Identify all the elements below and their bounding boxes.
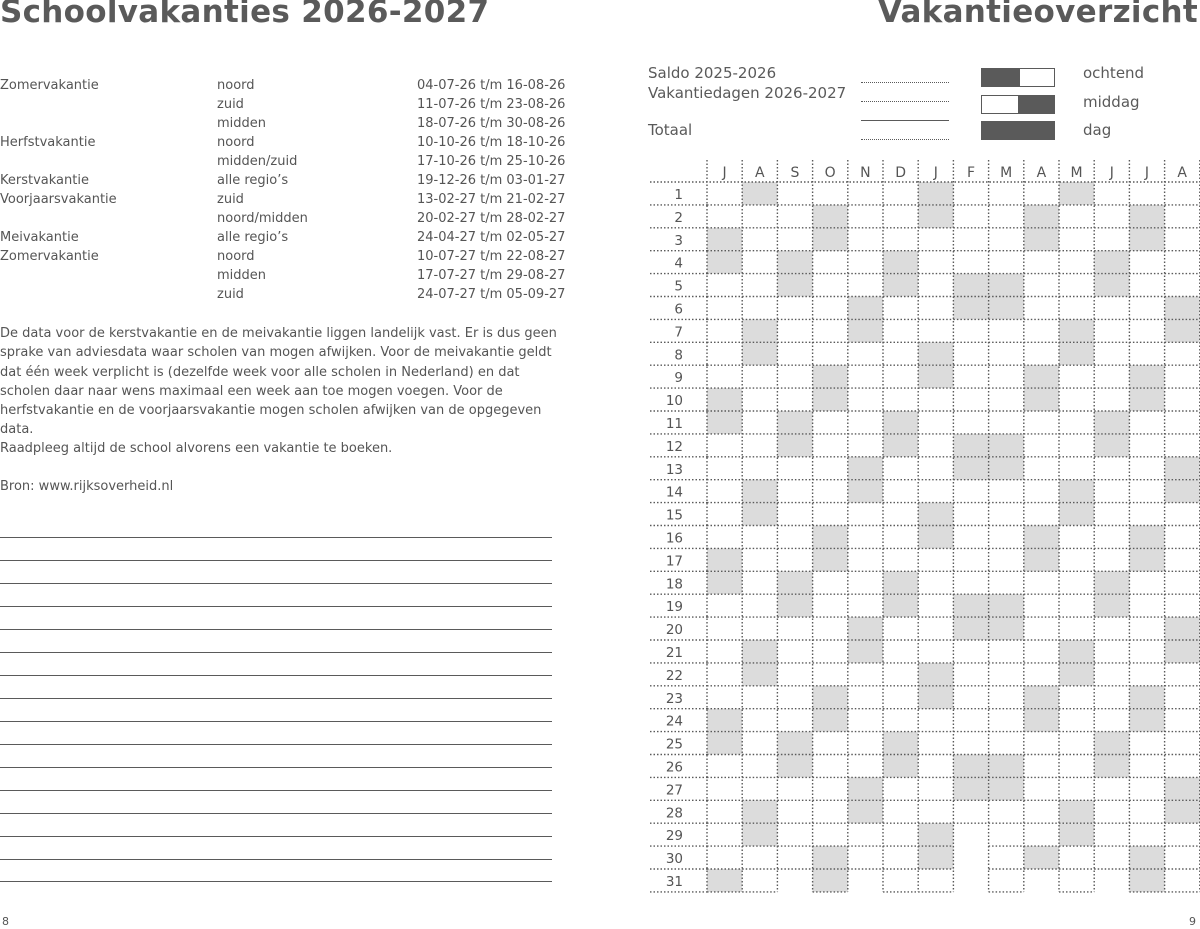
weekend-cell (707, 411, 742, 434)
vacation-region: noord (217, 135, 255, 150)
weekend-cell (707, 548, 742, 571)
weekend-cell (1024, 709, 1059, 732)
weekend-cell (848, 777, 883, 800)
day-number: 8 (674, 347, 683, 364)
weekend-cell (1129, 869, 1164, 892)
weekend-cell (1024, 228, 1059, 251)
weekend-cell (777, 594, 812, 617)
month-header: J (933, 165, 938, 181)
title-schoolvakanties: Schoolvakanties 2026-2027 (0, 0, 490, 30)
weekend-cell (953, 274, 988, 297)
weekend-cell (953, 297, 988, 320)
weekend-cell (1024, 846, 1059, 869)
weekend-cell (989, 457, 1024, 480)
day-number: 9 (674, 370, 683, 387)
vacation-region: noord (217, 249, 255, 264)
vacation-dates: 11-07-26 t/m 23-08-26 (417, 97, 566, 112)
legend-day-label: dag (1083, 121, 1112, 139)
weekend-cell (813, 365, 848, 388)
day-number: 14 (665, 484, 683, 501)
weekend-cell (1129, 548, 1164, 571)
weekend-cell (742, 823, 777, 846)
weekend-cell (883, 251, 918, 274)
day-number: 20 (665, 622, 683, 639)
vacation-region: zuid (217, 287, 244, 302)
month-header: M (1000, 165, 1013, 181)
weekend-cell (777, 755, 812, 778)
weekend-cell (707, 228, 742, 251)
day-number: 19 (665, 599, 683, 616)
day-number: 17 (665, 553, 683, 570)
legend-afternoon-label: middag (1083, 93, 1140, 111)
weekend-cell (918, 663, 953, 686)
weekend-cell (989, 434, 1024, 457)
weekend-cell (707, 251, 742, 274)
weekend-cell (1059, 663, 1094, 686)
vacation-region: zuid (217, 192, 244, 207)
vacation-dates: 24-07-27 t/m 05-09-27 (417, 287, 566, 302)
weekend-cell (1165, 297, 1200, 320)
weekend-cell (742, 480, 777, 503)
month-header: D (895, 165, 906, 181)
legend-morning-label: ochtend (1083, 64, 1145, 82)
vacation-name: Kerstvakantie (0, 173, 89, 188)
weekend-cell (848, 297, 883, 320)
source-reference: Bron: www.rijksoverheid.nl (0, 479, 174, 494)
weekend-cell (918, 686, 953, 709)
weekend-cell (813, 686, 848, 709)
weekend-cell (918, 182, 953, 205)
day-number: 13 (665, 461, 683, 478)
weekend-cell (848, 617, 883, 640)
vacation-dates: 04-07-26 t/m 16-08-26 (417, 78, 566, 93)
day-number: 6 (674, 301, 683, 318)
vacation-region: midden (217, 116, 267, 131)
weekend-cell (1059, 800, 1094, 823)
weekend-cell (953, 434, 988, 457)
vacation-name: Meivakantie (0, 230, 79, 245)
weekend-cell (1129, 365, 1164, 388)
day-number: 30 (665, 851, 683, 868)
weekend-cell (777, 274, 812, 297)
weekend-cell (742, 182, 777, 205)
weekend-cell (1024, 365, 1059, 388)
day-number: 21 (665, 645, 683, 661)
vacation-region: midden (217, 268, 267, 283)
day-number: 22 (665, 667, 683, 684)
weekend-cell (918, 823, 953, 846)
vacation-region: zuid (217, 97, 244, 112)
weekend-cell (777, 434, 812, 457)
day-number: 28 (665, 805, 683, 822)
weekend-cell (742, 503, 777, 526)
weekend-cell (1094, 732, 1129, 755)
weekend-cell (1165, 319, 1200, 342)
day-number: 5 (674, 278, 683, 295)
weekend-cell (918, 526, 953, 549)
weekend-cell (742, 800, 777, 823)
weekend-cell (918, 205, 953, 228)
weekend-cell (883, 594, 918, 617)
weekend-cell (813, 846, 848, 869)
weekend-cell (953, 457, 988, 480)
weekend-cell (742, 640, 777, 663)
weekend-cell (883, 274, 918, 297)
month-header: J (722, 165, 727, 181)
weekend-cell (813, 228, 848, 251)
day-number: 16 (665, 530, 683, 547)
month-header: J (1109, 165, 1114, 181)
weekend-cell (989, 594, 1024, 617)
total-label: Totaal (648, 121, 693, 139)
weekend-cell (918, 503, 953, 526)
weekend-cell (953, 617, 988, 640)
month-header: A (1177, 165, 1187, 181)
page-number-right: 9 (1189, 915, 1196, 928)
vacation-dates: 10-10-26 t/m 18-10-26 (417, 135, 566, 150)
weekend-cell (1165, 640, 1200, 663)
weekend-cell (953, 777, 988, 800)
weekend-cell (1059, 640, 1094, 663)
weekend-cell (1129, 388, 1164, 411)
weekend-cell (1059, 319, 1094, 342)
month-header: S (790, 165, 800, 181)
weekend-cell (1165, 800, 1200, 823)
day-number: 11 (665, 416, 683, 432)
weekend-cell (1129, 686, 1164, 709)
weekend-cell (1165, 777, 1200, 800)
weekend-cell (777, 251, 812, 274)
weekend-cell (777, 732, 812, 755)
weekend-cell (848, 457, 883, 480)
weekend-cell (813, 869, 848, 892)
weekend-cell (742, 342, 777, 365)
vacation-dates: 10-07-27 t/m 22-08-27 (417, 249, 566, 264)
month-header: J (1144, 165, 1150, 181)
vacation-region: alle regio’s (217, 230, 289, 245)
weekend-cell (813, 548, 848, 571)
vacation-region: noord/midden (217, 211, 308, 226)
weekend-cell (1094, 411, 1129, 434)
weekend-cell (883, 571, 918, 594)
vacation-dates: 13-02-27 t/m 21-02-27 (417, 192, 566, 207)
weekend-cell (1024, 686, 1059, 709)
weekend-cell (1059, 480, 1094, 503)
day-number: 23 (665, 690, 683, 707)
day-number: 4 (674, 255, 683, 272)
day-number: 7 (674, 324, 683, 341)
weekend-cell (989, 617, 1024, 640)
weekend-cell (989, 755, 1024, 778)
month-header: F (966, 165, 976, 181)
booking-advice: Raadpleeg altijd de school alvorens een vakantie te boeken. (0, 441, 393, 456)
weekend-cell (707, 732, 742, 755)
weekend-cell (883, 434, 918, 457)
day-number: 10 (665, 393, 683, 410)
weekend-cell (777, 571, 812, 594)
weekend-cell (883, 755, 918, 778)
weekend-cell (953, 594, 988, 617)
weekend-cell (953, 755, 988, 778)
weekend-cell (1165, 457, 1200, 480)
weekend-cell (1094, 571, 1129, 594)
weekend-cell (1059, 342, 1094, 365)
day-number: 12 (665, 438, 683, 455)
weekend-cell (1165, 617, 1200, 640)
vacation-name: Zomervakantie (0, 78, 99, 93)
weekend-cell (1094, 755, 1129, 778)
vacation-dates: 17-10-26 t/m 25-10-26 (417, 154, 566, 169)
month-header: N (860, 165, 871, 181)
weekend-cell (1129, 709, 1164, 732)
day-number: 26 (665, 759, 683, 776)
weekend-cell (813, 526, 848, 549)
month-header: A (755, 165, 765, 181)
weekend-cell (813, 205, 848, 228)
weekend-cell (883, 411, 918, 434)
page-number-left: 8 (2, 915, 9, 928)
day-number: 27 (665, 782, 683, 799)
weekend-cell (918, 342, 953, 365)
vacation-dates: 19-12-26 t/m 03-01-27 (417, 173, 566, 188)
weekend-cell (813, 388, 848, 411)
weekend-cell (742, 319, 777, 342)
weekend-cell (1059, 823, 1094, 846)
weekend-cell (1129, 526, 1164, 549)
weekend-cell (848, 800, 883, 823)
weekend-cell (918, 365, 953, 388)
weekend-cell (1059, 182, 1094, 205)
vacation-dates: 18-07-26 t/m 30-08-26 (417, 116, 566, 131)
weekend-cell (848, 480, 883, 503)
weekend-cell (883, 732, 918, 755)
vacation-region: alle regio’s (217, 173, 289, 188)
weekend-cell (1094, 434, 1129, 457)
vacation-name: Voorjaarsvakantie (0, 192, 117, 207)
vacation-name: Herfstvakantie (0, 135, 96, 150)
day-number: 31 (665, 874, 683, 890)
day-number: 2 (674, 209, 683, 226)
weekend-cell (989, 274, 1024, 297)
month-header: O (824, 165, 836, 181)
weekend-cell (1094, 251, 1129, 274)
vacation-region: noord (217, 78, 255, 93)
weekend-cell (1094, 274, 1129, 297)
weekend-cell (707, 709, 742, 732)
weekend-cell (1059, 503, 1094, 526)
weekend-cell (707, 388, 742, 411)
vacation-dates: 17-07-27 t/m 29-08-27 (417, 268, 566, 283)
weekend-cell (1024, 388, 1059, 411)
vacation-dates: 20-02-27 t/m 28-02-27 (417, 211, 566, 226)
holiday-note: De data voor de kerstvakantie en de meivakantie liggen landelijk vast. Er is dus geen sprake van adviesdata waar scholen van mogen afwijken. Voor de meivakantie geldt dat één week verplicht is (dezelfde week voor alle scholen in Nederland) en dat scholen daar naar wens maximaal een week aan toe mogen voegen. Voor de herfstvakantie en de voorjaarsvakantie mogen scholen afwijken van de opgegeven data. (0, 326, 557, 438)
weekend-cell (707, 869, 742, 892)
weekend-cell (813, 709, 848, 732)
day-number: 29 (665, 828, 683, 845)
weekend-cell (1024, 526, 1059, 549)
weekend-cell (989, 297, 1024, 320)
day-number: 18 (665, 576, 683, 593)
saldo-label: Saldo 2025-2026 (648, 64, 777, 82)
month-header: A (1036, 165, 1047, 181)
vacation-region: midden/zuid (217, 154, 298, 169)
weekend-cell (848, 319, 883, 342)
weekend-cell (989, 777, 1024, 800)
weekend-cell (1094, 594, 1129, 617)
weekend-cell (1129, 228, 1164, 251)
weekend-cell (742, 663, 777, 686)
month-header: M (1070, 165, 1083, 181)
weekend-cell (1129, 846, 1164, 869)
weekend-cell (848, 640, 883, 663)
weekend-cell (1165, 480, 1200, 503)
title-vakantieoverzicht: Vakantieoverzicht (877, 0, 1198, 30)
day-number: 3 (674, 232, 683, 249)
weekend-cell (918, 846, 953, 869)
weekend-cell (1024, 205, 1059, 228)
weekend-cell (707, 571, 742, 594)
day-number: 1 (674, 187, 683, 203)
day-number: 15 (665, 507, 683, 524)
vacation-days-label: Vakantiedagen 2026-2027 (648, 84, 847, 102)
weekend-cell (1024, 548, 1059, 571)
vacation-name: Zomervakantie (0, 249, 99, 264)
day-number: 25 (665, 736, 683, 753)
weekend-cell (777, 411, 812, 434)
weekend-cell (1129, 205, 1164, 228)
day-number: 24 (665, 713, 683, 730)
vacation-dates: 24-04-27 t/m 02-05-27 (417, 230, 566, 245)
